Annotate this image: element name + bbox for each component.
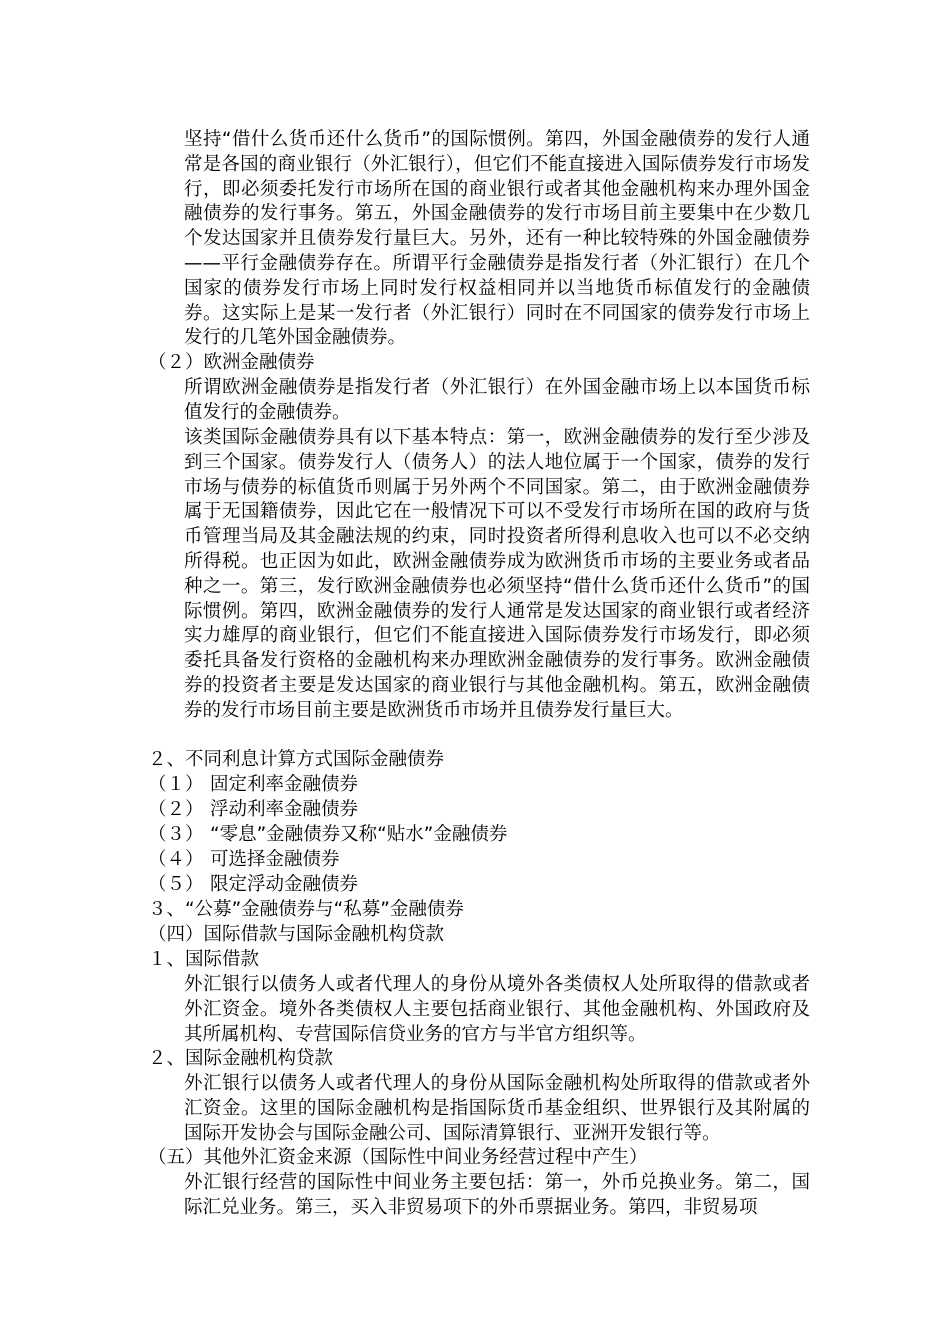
list-item-number: （２） xyxy=(148,799,204,820)
paragraph-other-fx-sources: 外汇银行经营的国际性中间业务主要包括：第一，外币兑换业务。第二，国际汇兑业务。第三，买入非贸易项下的外币票据业务。第四，非贸易项 xyxy=(184,1172,810,1218)
heading-section-5: （五）其他外汇资金来源（国际性中间业务经营过程中产生） xyxy=(148,1147,648,1168)
list-item-interest-1 xyxy=(148,773,810,798)
list-item-interest-4 xyxy=(148,848,810,873)
paragraph-ifi-loans: 外汇银行以债务人或者代理人的身份从国际金融机构处所取得的借款或者外汇资金。这里的国际金融机构是指国际货币基金组织、世界银行及其附属的国际开发协会与国际金融公司、国际清算银行、亚洲开发银行等。 xyxy=(184,1073,810,1144)
heading-euro-financial-bonds: （２）欧洲金融债券 xyxy=(148,352,315,373)
paragraph-euro-bond-definition: 所谓欧洲金融债券是指发行者（外汇银行）在外国金融市场上以本国货币标值发行的金融债券。 xyxy=(184,377,810,423)
paragraph-foreign-bond-features-cont: 坚持“借什么货币还什么货币”的国际惯例。第四，外国金融债券的发行人通常是各国的商业银行（外汇银行），但它们不能直接进入国际债券发行市场发行，即必须委托发行市场所在国的商业银行或者其他金融机构来办理外国金融债券的发行事务。第五，外国金融债券的发行市场目前主要集中在少数几个发达国家并且债券发行量巨大。另外，还有一种比较特殊的外国金融债券——平行金融债券存在。所谓平行金融债券是指发行者（外汇银行）在几个国家的债券发行市场上同时发行权益相同并以当地货币标值发行的金融债券。这实际上是某一发行者（外汇银行）同时在不同国家的债券发行市场上发行的几笔外国金融债券。 xyxy=(184,129,810,349)
list-item-interest-5 xyxy=(148,873,810,898)
heading-interest-calculation-bonds: ２、不同利息计算方式国际金融债券 xyxy=(148,749,445,770)
list-item-text: 可选择金融债券 xyxy=(210,849,340,870)
list-item-number: （４） xyxy=(148,849,204,870)
paragraph-euro-bond-features: 该类国际金融债券具有以下基本特点：第一，欧洲金融债券的发行至少涉及到三个国家。债券发行人（债务人）的法人地位属于一个国家，债券的发行市场与债券的标值货币则属于另外两个不同国家。第二，由于欧洲金融债券属于无国籍债券，因此它在一般情况下可以不受发行市场所在国的政府与货币管理当局及其金融法规的约束，同时投资者所得利息收入也可以不必交纳所得税。也正因为如此，欧洲金融债券成为欧洲货币市场的主要业务或者品种之一。第三，发行欧洲金融债券也必须坚持“借什么货币还什么货币”的国际惯例。第四，欧洲金融债券的发行人通常是发达国家的商业银行或者经济实力雄厚的商业银行，但它们不能直接进入国际债券发行市场发行，即必须委托具备发行资格的金融机构来办理欧洲金融债券的发行事务。欧洲金融债券的投资者主要是发达国家的商业银行与其他金融机构。第五，欧洲金融债券的发行市场目前主要是欧洲货币市场并且债券发行量巨大。 xyxy=(184,427,810,721)
list-item-interest-3 xyxy=(148,823,810,848)
heading-section-4: （四）国际借款与国际金融机构贷款 xyxy=(148,924,445,945)
paragraph-international-borrowing: 外汇银行以债务人或者代理人的身份从境外各类债权人处所取得的借款或者外汇资金。境外各类债权人主要包括商业银行、其他金融机构、外国政府及其所属机构、专营国际信贷业务的官方与半官方组织等。 xyxy=(184,974,810,1045)
list-item-number: （１） xyxy=(148,774,204,795)
list-item-interest-2 xyxy=(148,798,810,823)
list-item-text: 限定浮动金融债券 xyxy=(210,874,359,895)
list-item-text: 固定利率金融债券 xyxy=(210,774,359,795)
list-item-text: 浮动利率金融债券 xyxy=(210,799,359,820)
list-item-number: （５） xyxy=(148,874,204,895)
heading-ifi-loans: ２、国际金融机构贷款 xyxy=(148,1048,334,1069)
list-item-number: （３） xyxy=(148,824,204,845)
heading-public-private-bonds: ３、“公募”金融债券与“私募”金融债券 xyxy=(148,899,464,920)
list-item-text: “零息”金融债券又称“贴水”金融债券 xyxy=(210,824,508,845)
heading-international-borrowing: １、国际借款 xyxy=(148,949,260,970)
